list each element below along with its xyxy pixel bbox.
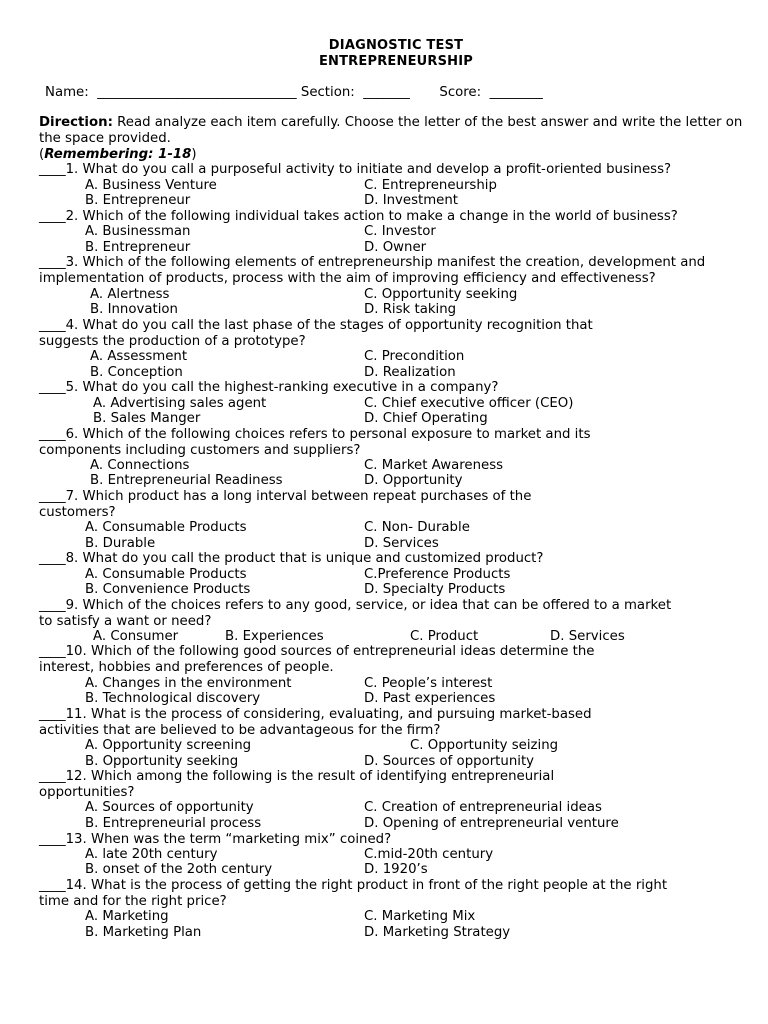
q13-option-d: D. 1920’s [364, 862, 428, 877]
direction-text: Read analyze each item carefully. Choose the letter of the best answer and write the letter on the space provided. [39, 115, 743, 146]
q3-option-b: B. Innovation [90, 302, 178, 317]
q11-option-b: B. Opportunity seeking [85, 754, 239, 769]
paren-open: ( [39, 147, 45, 162]
q9-option-a: A. Consumer [93, 629, 179, 644]
q1-option-b: B. Entrepreneur [85, 193, 191, 208]
q13-option-b: B. onset of the 2oth century [85, 862, 273, 877]
q9-option-d: D. Services [550, 629, 625, 644]
student-info-line [45, 85, 543, 100]
question-5: ____5. What do you call the highest-ranking executive in a company? [39, 380, 499, 395]
page-title: DIAGNOSTIC TEST [328, 38, 464, 53]
question-6: ____6. Which of the following choices refers to personal exposure to market and its components including customers and suppliers? [39, 427, 591, 458]
q5-option-a: A. Advertising sales agent [93, 396, 267, 411]
q6-option-b: B. Entrepreneurial Readiness [90, 473, 283, 488]
question-7: ____7. Which product has a long interval between repeat purchases of the customers? [39, 489, 532, 520]
q12-option-a: A. Sources of opportunity [85, 800, 254, 815]
q7-option-b: B. Durable [85, 536, 156, 551]
score-blank: ________ [489, 85, 543, 100]
q5-option-c: C. Chief executive officer (CEO) [364, 396, 574, 411]
q9-option-b: B. Experiences [225, 629, 324, 644]
section-label: Section: [300, 85, 355, 100]
question-3: ____3. Which of the following elements of entrepreneurship manifest the creation, development and implementation of products, process with the aim of improving efficiency and effectiveness? [39, 255, 706, 286]
q4-option-a: A. Assessment [90, 349, 188, 364]
q2-option-d: D. Owner [364, 240, 427, 255]
q10-option-d: D. Past experiences [364, 691, 496, 706]
question-8: ____8. What do you call the product that is unique and customized product? [39, 551, 544, 566]
q10-option-a: A. Changes in the environment [85, 676, 292, 691]
q8-option-b: B. Convenience Products [85, 582, 251, 597]
question-1: ____1. What do you call a purposeful activity to initiate and develop a profit-oriented business? [39, 162, 672, 177]
q11-option-a: A. Opportunity screening [85, 738, 252, 753]
q6-option-c: C. Market Awareness [364, 458, 504, 473]
q3-option-c: C. Opportunity seeking [364, 287, 518, 302]
name-blank: ______________________________ [97, 85, 297, 100]
q2-option-b: B. Entrepreneur [85, 240, 191, 255]
q2-option-a: A. Businessman [85, 224, 191, 239]
question-10: ____10. Which of the following good sources of entrepreneurial ideas determine the interest, hobbies and preferences of people. [39, 644, 595, 675]
q7-option-a: A. Consumable Products [85, 520, 247, 535]
q12-option-d: D. Opening of entrepreneurial venture [364, 816, 619, 831]
q13-option-a: A. late 20th century [85, 847, 218, 862]
q14-option-d: D. Marketing Strategy [364, 925, 511, 940]
q13-option-c: C.mid-20th century [364, 847, 494, 862]
q12-option-c: C. Creation of entrepreneurial ideas [364, 800, 602, 815]
q1-option-a: A. Business Venture [85, 178, 217, 193]
question-12: ____12. Which among the following is the result of identifying entrepreneurial opportunities? [39, 769, 555, 800]
q1-option-d: D. Investment [364, 193, 459, 208]
q7-option-d: D. Services [364, 536, 439, 551]
cognitive-level-heading [39, 147, 197, 162]
q8-option-a: A. Consumable Products [85, 567, 247, 582]
q14-option-c: C. Marketing Mix [364, 909, 476, 924]
q8-option-d: D. Specialty Products [364, 582, 506, 597]
direction-label: Direction: [39, 115, 113, 130]
q6-option-d: D. Opportunity [364, 473, 463, 488]
page-subtitle: ENTREPRENEURSHIP [318, 54, 474, 69]
q7-option-c: C. Non- Durable [364, 520, 470, 535]
q1-option-c: C. Entrepreneurship [364, 178, 497, 193]
q2-option-c: C. Investor [364, 224, 436, 239]
q8-option-c: C.Preference Products [364, 567, 511, 582]
cognitive-level-label: Remembering: 1-18 [44, 147, 192, 162]
q14-option-b: B. Marketing Plan [85, 925, 202, 940]
question-4: ____4. What do you call the last phase of the stages of opportunity recognition that suggests the production of a prototype? [39, 318, 593, 349]
score-label: Score: [439, 85, 482, 100]
q11-option-c: C. Opportunity seizing [410, 738, 559, 753]
directions [39, 115, 751, 147]
question-11: ____11. What is the process of considering, evaluating, and pursuing market-based activities that are believed to be advantageous for the firm? [39, 707, 592, 738]
q4-option-b: B. Conception [90, 365, 183, 380]
q12-option-b: B. Entrepreneurial process [85, 816, 262, 831]
q10-option-c: C. People’s interest [364, 676, 493, 691]
question-14: ____14. What is the process of getting the right product in front of the right people at the right time and for the right price? [39, 878, 668, 909]
q5-option-d: D. Chief Operating [364, 411, 488, 426]
question-9: ____9. Which of the choices refers to any good, service, or idea that can be offered to a market to satisfy a want or need? [39, 598, 672, 629]
question-2: ____2. Which of the following individual takes action to make a change in the world of business? [39, 209, 678, 224]
name-label: Name: [45, 85, 89, 100]
q4-option-d: D. Realization [364, 365, 456, 380]
q4-option-c: C. Precondition [364, 349, 465, 364]
q5-option-b: B. Sales Manger [93, 411, 201, 426]
q3-option-d: D. Risk taking [364, 302, 457, 317]
q11-option-d: D. Sources of opportunity [364, 754, 535, 769]
q6-option-a: A. Connections [90, 458, 190, 473]
q9-option-c: C. Product [410, 629, 479, 644]
paren-close: ) [191, 147, 197, 162]
question-13: ____13. When was the term “marketing mix” coined? [39, 832, 392, 847]
q14-option-a: A. Marketing [85, 909, 169, 924]
q10-option-b: B. Technological discovery [85, 691, 261, 706]
q3-option-a: A. Alertness [90, 287, 170, 302]
section-blank: _______ [363, 85, 410, 100]
